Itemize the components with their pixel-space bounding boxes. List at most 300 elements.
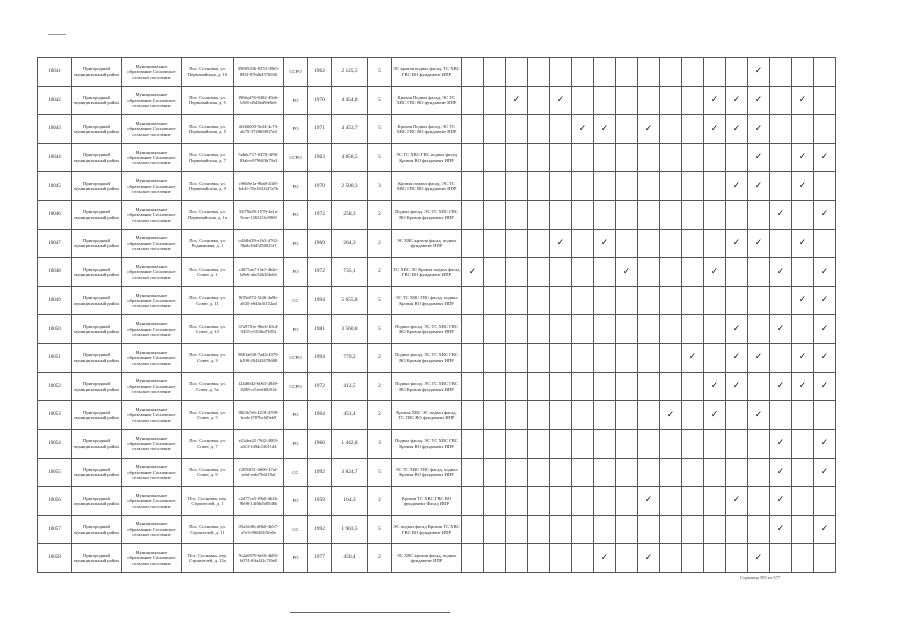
work-cell bbox=[704, 115, 726, 144]
work-cell bbox=[792, 515, 814, 544]
work-cell bbox=[484, 487, 506, 516]
row-address: Пос. Сосновка, ул. Совет, д. 9 bbox=[182, 458, 234, 487]
row-fias-id: c96b9e1a-96a8-43f8-b4d1-55e1b52f47a7b bbox=[234, 172, 284, 201]
work-cell bbox=[638, 86, 660, 115]
row-district: Пригородный муниципальный район bbox=[72, 344, 122, 373]
work-cell bbox=[528, 229, 550, 258]
work-cell bbox=[682, 258, 704, 287]
work-cell bbox=[550, 315, 572, 344]
row-fias-id: 9c2a6970-6e0f-4b85-b074-f6fa4f2c7f9a8 bbox=[234, 544, 284, 573]
check-icon: ✓ bbox=[556, 94, 565, 105]
work-cell bbox=[682, 429, 704, 458]
row-works: Подвал фасад, ЭС ТС ХВС ГВС ВО Кровля фундамент ИПР bbox=[392, 372, 462, 401]
row-floors: 2 bbox=[368, 401, 392, 430]
work-cell bbox=[704, 315, 726, 344]
check-icon: ✓ bbox=[600, 123, 609, 134]
row-settlement: Муниципальное образование Сосновское сельское поселение bbox=[122, 544, 182, 573]
check-icon: ✓ bbox=[820, 352, 829, 363]
work-cell bbox=[550, 286, 572, 315]
row-district: Пригородный муниципальный район bbox=[72, 401, 122, 430]
work-cell bbox=[484, 286, 506, 315]
work-cell bbox=[726, 458, 748, 487]
row-district: Пригородный муниципальный район bbox=[72, 115, 122, 144]
table-row bbox=[38, 315, 836, 344]
work-cell bbox=[660, 429, 682, 458]
work-cell bbox=[682, 458, 704, 487]
check-icon: ✓ bbox=[798, 352, 807, 363]
work-cell bbox=[814, 315, 836, 344]
row-address: Пос. Сосновка, ул. Совет, д. 11 bbox=[182, 286, 234, 315]
work-cell bbox=[462, 487, 484, 516]
work-cell bbox=[506, 115, 528, 144]
work-cell bbox=[484, 258, 506, 287]
work-cell bbox=[462, 229, 484, 258]
work-cell bbox=[484, 58, 506, 87]
work-cell bbox=[660, 115, 682, 144]
check-icon: ✓ bbox=[710, 94, 719, 105]
check-icon: ✓ bbox=[710, 123, 719, 134]
row-area: 779,2 bbox=[332, 344, 368, 373]
work-cell bbox=[726, 172, 748, 201]
row-fias-id: 9681a630-7ad4-4070-b298-2044f2678688 bbox=[234, 344, 284, 373]
work-cell bbox=[616, 315, 638, 344]
work-cell bbox=[572, 286, 594, 315]
check-icon: ✓ bbox=[754, 180, 763, 191]
work-cell bbox=[704, 286, 726, 315]
work-cell bbox=[726, 401, 748, 430]
row-works: Подвал фасад, ЭС ТС ХВС ГВС ВО Кровля фундамент ИПР bbox=[392, 201, 462, 230]
work-cell bbox=[814, 229, 836, 258]
row-code: 10055 bbox=[38, 458, 72, 487]
work-cell bbox=[506, 344, 528, 373]
check-icon: ✓ bbox=[666, 409, 675, 420]
work-cell bbox=[792, 372, 814, 401]
table-row bbox=[38, 143, 836, 172]
work-cell bbox=[594, 458, 616, 487]
work-cell bbox=[660, 315, 682, 344]
row-fias-id: e21dea22-76f2-4083-a413-f49dc5f011d4 bbox=[234, 429, 284, 458]
work-cell bbox=[594, 344, 616, 373]
row-address: Пос. Сосновка, ул. Первомайская, д. 1а bbox=[182, 201, 234, 230]
work-cell bbox=[528, 58, 550, 87]
row-code: 10047 bbox=[38, 229, 72, 258]
row-year: 1972 bbox=[308, 372, 332, 401]
work-cell bbox=[594, 487, 616, 516]
work-cell bbox=[572, 258, 594, 287]
check-icon: ✓ bbox=[732, 180, 741, 191]
work-cell bbox=[638, 201, 660, 230]
row-floors: 5 bbox=[368, 143, 392, 172]
work-cell bbox=[550, 229, 572, 258]
row-district: Пригородный муниципальный район bbox=[72, 429, 122, 458]
row-ownership-form: СС bbox=[284, 458, 308, 487]
work-cell bbox=[572, 544, 594, 573]
work-cell bbox=[528, 401, 550, 430]
row-fias-id: c4871ae7-f3e1-4b4e-b8e6-abc54b3f4e64 bbox=[234, 258, 284, 287]
work-cell bbox=[660, 201, 682, 230]
work-cell bbox=[572, 401, 594, 430]
work-cell bbox=[748, 286, 770, 315]
work-cell bbox=[748, 258, 770, 287]
row-ownership-form: РО bbox=[284, 429, 308, 458]
work-cell bbox=[550, 172, 572, 201]
table-row bbox=[38, 344, 836, 373]
row-works: Кровля ХВС ЭС подвал фасад, ТС ГВС ВО фундамент ИПР bbox=[392, 401, 462, 430]
work-cell bbox=[770, 429, 792, 458]
work-cell bbox=[814, 458, 836, 487]
row-area: 4 453,7 bbox=[332, 115, 368, 144]
row-works: Подвал фасад, ЭС ТС ХВС ГВС Кровля ВО фундамент ИПР bbox=[392, 429, 462, 458]
row-code: 10042 bbox=[38, 86, 72, 115]
row-district: Пригородный муниципальный район bbox=[72, 515, 122, 544]
work-cell bbox=[704, 429, 726, 458]
work-cell bbox=[550, 143, 572, 172]
row-ownership-form: РО bbox=[284, 115, 308, 144]
work-cell bbox=[682, 286, 704, 315]
work-cell bbox=[726, 229, 748, 258]
work-cell bbox=[528, 515, 550, 544]
check-icon: ✓ bbox=[820, 323, 829, 334]
work-cell bbox=[572, 172, 594, 201]
work-cell bbox=[682, 172, 704, 201]
work-cell bbox=[770, 487, 792, 516]
row-year: 1992 bbox=[308, 515, 332, 544]
row-district: Пригородный муниципальный район bbox=[72, 172, 122, 201]
work-cell bbox=[506, 458, 528, 487]
row-district: Пригородный муниципальный район bbox=[72, 315, 122, 344]
check-icon: ✓ bbox=[754, 409, 763, 420]
check-icon: ✓ bbox=[798, 381, 807, 391]
row-code: 10053 bbox=[38, 401, 72, 430]
work-cell bbox=[528, 458, 550, 487]
row-fias-id: 33f79a49-1578-4a1a-9cae-1365f13c9969 bbox=[234, 201, 284, 230]
row-floors: 2 bbox=[368, 258, 392, 287]
work-cell bbox=[704, 344, 726, 373]
table-row bbox=[38, 458, 836, 487]
check-icon: ✓ bbox=[754, 94, 763, 105]
work-cell bbox=[638, 229, 660, 258]
work-cell bbox=[748, 372, 770, 401]
row-fias-id: f2950f51-4606-47af-aebf-eabf7b6f19af bbox=[234, 458, 284, 487]
row-ownership-form: РО bbox=[284, 172, 308, 201]
work-cell bbox=[462, 143, 484, 172]
work-cell bbox=[638, 429, 660, 458]
check-icon: ✓ bbox=[820, 438, 829, 449]
work-cell bbox=[638, 172, 660, 201]
row-year: 1971 bbox=[308, 115, 332, 144]
row-area: 412,5 bbox=[332, 372, 368, 401]
work-cell bbox=[748, 544, 770, 573]
row-settlement: Муниципальное образование Сосновское сельское поселение bbox=[122, 115, 182, 144]
work-cell bbox=[792, 58, 814, 87]
row-fias-id: 5ab6c717-0478-4f96-83ab-e979683b79a3 bbox=[234, 143, 284, 172]
work-cell bbox=[770, 286, 792, 315]
row-floors: 5 bbox=[368, 286, 392, 315]
work-cell bbox=[814, 172, 836, 201]
work-cell bbox=[792, 86, 814, 115]
row-fias-id: cd2dbf39-a1b3-4762-9bdb-bfd5f58025f1 bbox=[234, 229, 284, 258]
work-cell bbox=[462, 429, 484, 458]
work-cell bbox=[638, 258, 660, 287]
work-cell bbox=[616, 515, 638, 544]
work-cell bbox=[616, 115, 638, 144]
check-icon: ✓ bbox=[710, 381, 719, 391]
table-row bbox=[38, 401, 836, 430]
work-cell bbox=[506, 86, 528, 115]
work-cell bbox=[638, 515, 660, 544]
work-cell bbox=[484, 143, 506, 172]
work-cell bbox=[528, 344, 550, 373]
work-cell bbox=[572, 229, 594, 258]
work-cell bbox=[594, 172, 616, 201]
row-code: 10057 bbox=[38, 515, 72, 544]
work-cell bbox=[682, 229, 704, 258]
check-icon: ✓ bbox=[754, 123, 763, 134]
work-cell bbox=[506, 201, 528, 230]
check-icon: ✓ bbox=[798, 295, 807, 306]
work-cell bbox=[814, 143, 836, 172]
work-cell bbox=[814, 258, 836, 287]
work-cell bbox=[748, 115, 770, 144]
work-cell bbox=[594, 544, 616, 573]
work-cell bbox=[528, 372, 550, 401]
row-year: 1972 bbox=[308, 201, 332, 230]
row-ownership-form: ССРО bbox=[284, 58, 308, 87]
work-cell bbox=[550, 86, 572, 115]
work-cell bbox=[682, 487, 704, 516]
row-settlement: Муниципальное образование Сосновское сельское поселение bbox=[122, 258, 182, 287]
work-cell bbox=[748, 401, 770, 430]
work-cell bbox=[660, 401, 682, 430]
work-cell bbox=[484, 315, 506, 344]
work-cell bbox=[616, 487, 638, 516]
row-code: 10043 bbox=[38, 115, 72, 144]
work-cell bbox=[550, 429, 572, 458]
work-cell bbox=[550, 344, 572, 373]
work-cell bbox=[792, 429, 814, 458]
row-floors: 3 bbox=[368, 429, 392, 458]
work-cell bbox=[616, 172, 638, 201]
check-icon: ✓ bbox=[820, 466, 829, 477]
row-ownership-form: СС bbox=[284, 515, 308, 544]
work-cell bbox=[726, 258, 748, 287]
work-cell bbox=[462, 344, 484, 373]
row-works: ЭС ХВС кровля фасад, подвал фундамент ИПР bbox=[392, 544, 462, 573]
row-area: 735,1 bbox=[332, 258, 368, 287]
check-icon: ✓ bbox=[820, 381, 829, 391]
work-cell bbox=[572, 458, 594, 487]
row-address: Пос. Сосновка, ул. Строителей, д. 11 bbox=[182, 515, 234, 544]
work-cell bbox=[572, 372, 594, 401]
work-cell bbox=[572, 115, 594, 144]
table-row bbox=[38, 258, 836, 287]
work-cell bbox=[572, 487, 594, 516]
row-year: 1959 bbox=[308, 487, 332, 516]
work-cell bbox=[814, 86, 836, 115]
work-cell bbox=[528, 143, 550, 172]
row-district: Пригородный муниципальный район bbox=[72, 487, 122, 516]
work-cell bbox=[660, 458, 682, 487]
row-settlement: Муниципальное образование Сосновское сельское поселение bbox=[122, 458, 182, 487]
row-fias-id: f24d0fd2-6063-4849-8288-cf1eedf6b91d bbox=[234, 372, 284, 401]
table-row bbox=[38, 372, 836, 401]
check-icon: ✓ bbox=[644, 123, 653, 134]
work-cell bbox=[748, 143, 770, 172]
row-works: ЭС подвал фасад Кровля ТС ХВС ГВС ВО фундамент ИПР bbox=[392, 515, 462, 544]
work-cell bbox=[814, 58, 836, 87]
check-icon: ✓ bbox=[710, 409, 719, 420]
work-cell bbox=[594, 143, 616, 172]
row-address: Пос. Сосновка, ул. Первомайская, д. 5 bbox=[182, 115, 234, 144]
check-icon: ✓ bbox=[732, 323, 741, 334]
table-row bbox=[38, 86, 836, 115]
work-cell bbox=[792, 315, 814, 344]
work-cell bbox=[792, 229, 814, 258]
work-cell bbox=[572, 315, 594, 344]
work-cell bbox=[704, 458, 726, 487]
work-cell bbox=[814, 401, 836, 430]
row-code: 10052 bbox=[38, 372, 72, 401]
row-works: ЭС кровля подвал фасад, ТС ХВС ГВС ВО фундамент ИПР bbox=[392, 58, 462, 87]
work-cell bbox=[704, 58, 726, 87]
check-icon: ✓ bbox=[710, 266, 719, 277]
row-area: 1 442,8 bbox=[332, 429, 368, 458]
work-cell bbox=[770, 201, 792, 230]
work-cell bbox=[660, 515, 682, 544]
work-cell bbox=[682, 515, 704, 544]
row-district: Пригородный муниципальный район bbox=[72, 86, 122, 115]
row-area: 1 903,5 bbox=[332, 515, 368, 544]
work-cell bbox=[660, 258, 682, 287]
check-icon: ✓ bbox=[732, 123, 741, 134]
row-area: 3 560,8 bbox=[332, 315, 368, 344]
row-floors: 2 bbox=[368, 372, 392, 401]
row-address: Пос. Сосновка, ул. Совет, д. 5 bbox=[182, 401, 234, 430]
row-code: 10054 bbox=[38, 429, 72, 458]
work-cell bbox=[506, 372, 528, 401]
check-icon: ✓ bbox=[798, 237, 807, 248]
row-address: Пос. Сосновка, ул. Первомайская, д. 10 bbox=[182, 58, 234, 87]
work-cell bbox=[748, 58, 770, 87]
row-floors: 5 bbox=[368, 58, 392, 87]
work-cell bbox=[506, 315, 528, 344]
work-cell bbox=[704, 515, 726, 544]
row-address: Пос. Сосновка, пер. Строителей, д. 13а bbox=[182, 544, 234, 573]
work-cell bbox=[506, 58, 528, 87]
check-icon: ✓ bbox=[754, 552, 763, 563]
row-settlement: Муниципальное образование Сосновское сельское поселение bbox=[122, 201, 182, 230]
work-cell bbox=[484, 458, 506, 487]
row-floors: 5 bbox=[368, 315, 392, 344]
work-cell bbox=[660, 372, 682, 401]
work-cell bbox=[660, 344, 682, 373]
work-cell bbox=[550, 258, 572, 287]
row-area: 450,4 bbox=[332, 544, 368, 573]
work-cell bbox=[506, 401, 528, 430]
row-address: Пос. Сосновка, ул. Совет, д. 5а bbox=[182, 372, 234, 401]
work-cell bbox=[462, 515, 484, 544]
work-cell bbox=[770, 229, 792, 258]
check-icon: ✓ bbox=[600, 552, 609, 563]
work-cell bbox=[484, 201, 506, 230]
work-cell bbox=[814, 115, 836, 144]
work-cell bbox=[528, 487, 550, 516]
work-cell bbox=[682, 143, 704, 172]
row-ownership-form: РО bbox=[284, 401, 308, 430]
work-cell bbox=[462, 258, 484, 287]
check-icon: ✓ bbox=[820, 524, 829, 535]
row-works: ЭС ХВС кровля фасад, подвал фундамент ИПР bbox=[392, 229, 462, 258]
work-cell bbox=[726, 86, 748, 115]
work-cell bbox=[462, 86, 484, 115]
check-icon: ✓ bbox=[732, 381, 741, 391]
row-ownership-form: РО bbox=[284, 229, 308, 258]
work-cell bbox=[616, 58, 638, 87]
work-cell bbox=[528, 544, 550, 573]
work-cell bbox=[550, 544, 572, 573]
work-cell bbox=[682, 58, 704, 87]
work-cell bbox=[528, 201, 550, 230]
work-cell bbox=[748, 172, 770, 201]
work-cell bbox=[506, 515, 528, 544]
row-address: Пос. Сосновка, ул. Первомайская, д. 9 bbox=[182, 172, 234, 201]
check-icon: ✓ bbox=[820, 266, 829, 277]
work-cell bbox=[616, 401, 638, 430]
work-cell bbox=[484, 86, 506, 115]
row-area: 451,4 bbox=[332, 401, 368, 430]
row-fias-id: 8f95e872-5f46-4a9b-a845-e844e3f152ad bbox=[234, 286, 284, 315]
work-cell bbox=[770, 344, 792, 373]
row-area: 3 824,7 bbox=[332, 458, 368, 487]
work-cell bbox=[704, 487, 726, 516]
work-cell bbox=[638, 458, 660, 487]
check-icon: ✓ bbox=[468, 266, 477, 277]
work-cell bbox=[682, 401, 704, 430]
row-year: 1992 bbox=[308, 458, 332, 487]
row-area: 258,3 bbox=[332, 201, 368, 230]
work-cell bbox=[550, 401, 572, 430]
work-cell bbox=[792, 401, 814, 430]
row-year: 1972 bbox=[308, 258, 332, 287]
check-icon: ✓ bbox=[754, 152, 763, 163]
row-district: Пригородный муниципальный район bbox=[72, 258, 122, 287]
work-cell bbox=[792, 487, 814, 516]
row-area: 4 858,5 bbox=[332, 143, 368, 172]
work-cell bbox=[770, 515, 792, 544]
table-row bbox=[38, 487, 836, 516]
row-settlement: Муниципальное образование Сосновское сельское поселение bbox=[122, 172, 182, 201]
check-icon: ✓ bbox=[776, 381, 785, 391]
table-row bbox=[38, 429, 836, 458]
row-district: Пригородный муниципальный район bbox=[72, 201, 122, 230]
work-cell bbox=[660, 229, 682, 258]
work-cell bbox=[462, 401, 484, 430]
work-cell bbox=[484, 372, 506, 401]
table-row bbox=[38, 115, 836, 144]
work-cell bbox=[748, 458, 770, 487]
row-settlement: Муниципальное образование Сосновское сельское поселение bbox=[122, 315, 182, 344]
work-cell bbox=[726, 115, 748, 144]
work-cell bbox=[748, 201, 770, 230]
row-address: Пос. Сосновка, ул. Совет, д. 7 bbox=[182, 429, 234, 458]
row-ownership-form: РО bbox=[284, 487, 308, 516]
work-cell bbox=[726, 544, 748, 573]
row-area: 4 454,8 bbox=[332, 86, 368, 115]
check-icon: ✓ bbox=[754, 66, 763, 77]
row-works: ЭС ТС ХВС ГВС фасад, подвал Кровля ВО фундамент ИПР bbox=[392, 458, 462, 487]
row-district: Пригородный муниципальный район bbox=[72, 372, 122, 401]
table-row bbox=[38, 172, 836, 201]
